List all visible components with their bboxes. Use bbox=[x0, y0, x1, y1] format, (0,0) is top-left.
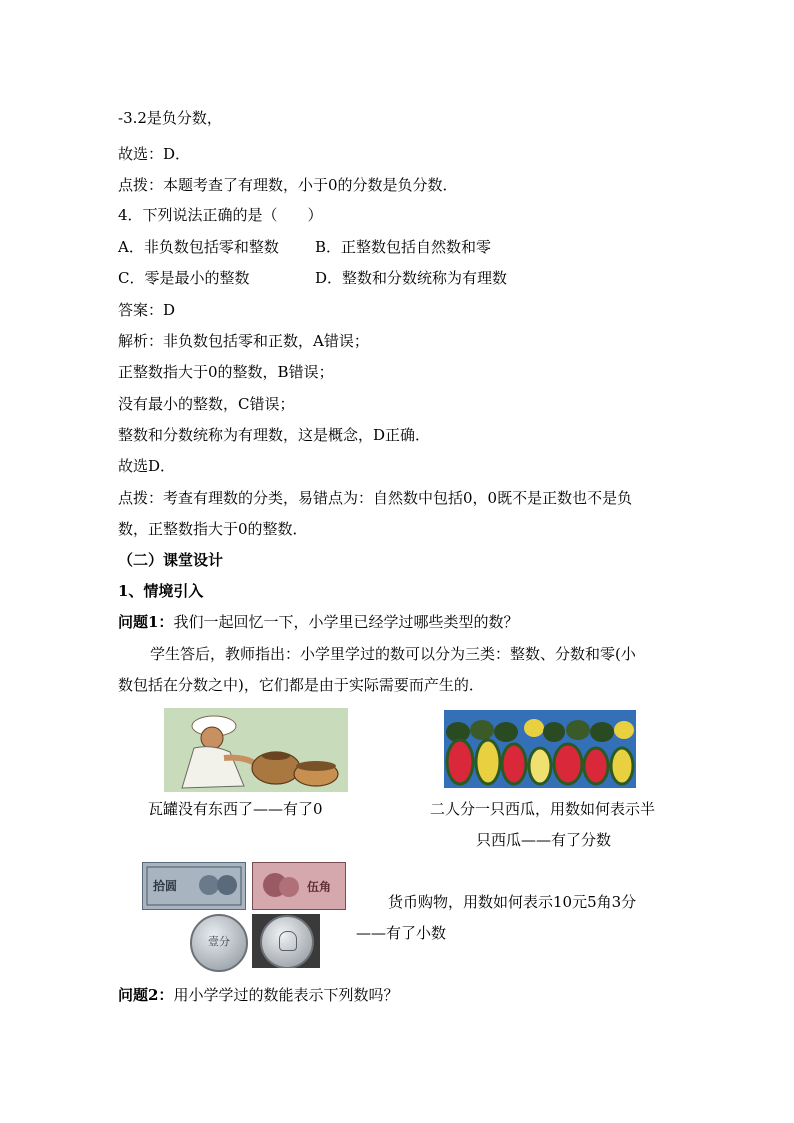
question-2 bbox=[118, 985, 398, 1005]
text-line: 正整数指大于0的整数，B错误； bbox=[118, 363, 334, 381]
option-b: B．正整数包括自然数和零 bbox=[315, 238, 492, 256]
banknote-5-jiao bbox=[252, 862, 346, 910]
question-label: 问题2： bbox=[118, 986, 174, 1004]
caption-melon-2: 只西瓜——有了分数 bbox=[476, 831, 612, 849]
text-line: 解析：非负数包括零和正数，A错误； bbox=[118, 332, 369, 350]
jar-illustration bbox=[164, 708, 348, 792]
coin-back bbox=[252, 914, 320, 968]
caption-money-2: ——有了小数 bbox=[356, 924, 447, 942]
caption-money-1: 货币购物，用数如何表示10元5角3分 bbox=[388, 893, 637, 911]
sub-heading: 1、情境引入 bbox=[118, 582, 204, 600]
banknote-label: 伍角 bbox=[307, 880, 332, 894]
text-line: 没有最小的整数，C错误； bbox=[118, 395, 295, 413]
question-1 bbox=[118, 612, 518, 632]
text-line: 整数和分数统称为有理数，这是概念，D正确． bbox=[118, 426, 431, 444]
option-d: D．整数和分数统称为有理数 bbox=[315, 269, 508, 287]
section-heading: （二）课堂设计 bbox=[118, 551, 224, 569]
text-line: 点拨：考查有理数的分类，易错点为：自然数中包括0，0既不是正数也不是负 bbox=[118, 489, 633, 507]
answer: 答案：D bbox=[118, 301, 176, 319]
banknote-label: 拾圆 bbox=[153, 879, 178, 893]
paragraph: 数包括在分数之中)，它们都是由于实际需要而产生的． bbox=[118, 676, 484, 694]
caption-jar: 瓦罐没有东西了——有了0 bbox=[148, 800, 323, 818]
paragraph: 学生答后，教师指出：小学里学过的数可以分为三类：整数、分数和零(小 bbox=[150, 645, 636, 663]
text-line: 数，正整数指大于0的整数． bbox=[118, 520, 308, 538]
emblem-icon bbox=[279, 931, 297, 951]
question-label: 问题1： bbox=[118, 613, 174, 631]
caption-melon-1: 二人分一只西瓜，用数如何表示半 bbox=[430, 800, 656, 818]
text-line: 点拨：本题考查了有理数，小于0的分数是负分数． bbox=[118, 176, 458, 194]
question-text: 用小学学过的数能表示下列数吗？ bbox=[173, 986, 399, 1004]
option-a: A．非负数包括零和整数 bbox=[118, 238, 279, 256]
text-line: 故选D． bbox=[118, 457, 176, 475]
coin-label: 壹分 bbox=[208, 935, 230, 948]
text-line: -3.2是负分数， bbox=[118, 109, 222, 127]
question-4: 4．下列说法正确的是（ ） bbox=[118, 206, 323, 224]
watermelon-photo bbox=[444, 710, 636, 788]
coin-front bbox=[190, 914, 248, 972]
banknote-10-yuan bbox=[142, 862, 246, 910]
text-line: 故选：D． bbox=[118, 145, 191, 163]
question-text: 我们一起回忆一下，小学里已经学过哪些类型的数？ bbox=[173, 613, 519, 631]
option-c: C．零是最小的整数 bbox=[118, 269, 250, 287]
